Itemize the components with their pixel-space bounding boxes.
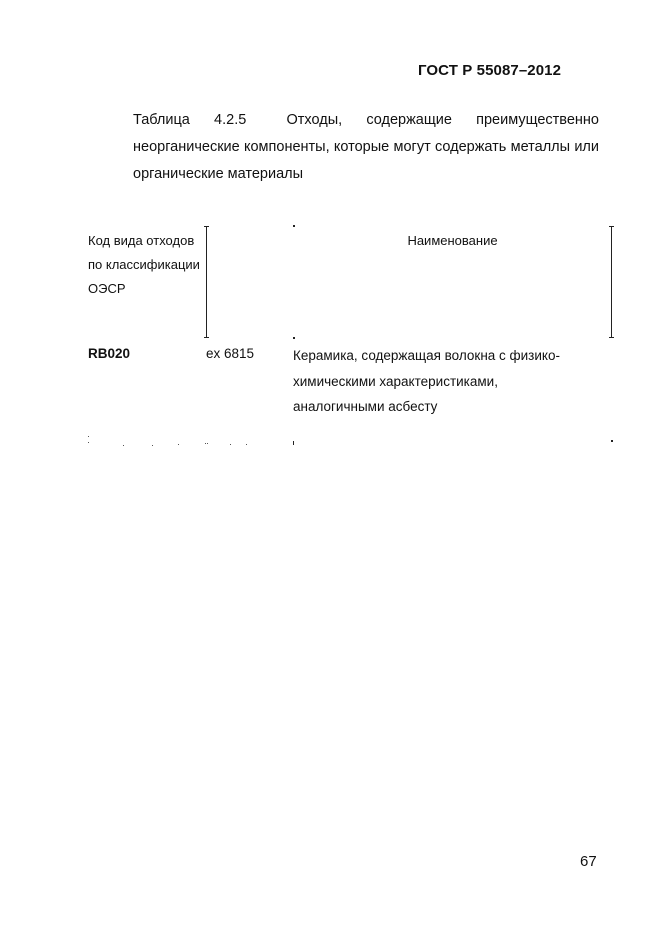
row-hs-code: ex 6815 [206, 346, 255, 361]
table-left-divider-cap-top [204, 226, 209, 227]
row-oecd-code: RB020 [88, 346, 131, 361]
table-left-divider [206, 226, 207, 338]
document-id: ГОСТ Р 55087–2012 [418, 62, 562, 79]
table-right-border-cap-bottom [609, 337, 614, 338]
page-number: 67 [580, 853, 597, 870]
table-mid-tick-top [293, 225, 295, 227]
table-mid-tick-bottom [293, 337, 295, 339]
table-right-border-cap-top [609, 226, 614, 227]
row-name: Керамика, содержащая волокна с физико-химическими характеристиками, аналогичными асбесту [293, 348, 560, 414]
table-caption-title: Отходы, содержащие преимущественно неорганические компоненты, которые могут содержать металлы или органические материалы [133, 112, 599, 182]
table-right-border [611, 226, 612, 338]
table-left-divider-cap-bottom [204, 337, 209, 338]
column-header-name: Наименование [407, 233, 498, 248]
column-header-code: Код вида отходов по классификации ОЭСР [88, 233, 200, 296]
table-caption [133, 107, 599, 188]
table-caption-label: Таблица 4.2.5 [133, 112, 247, 128]
